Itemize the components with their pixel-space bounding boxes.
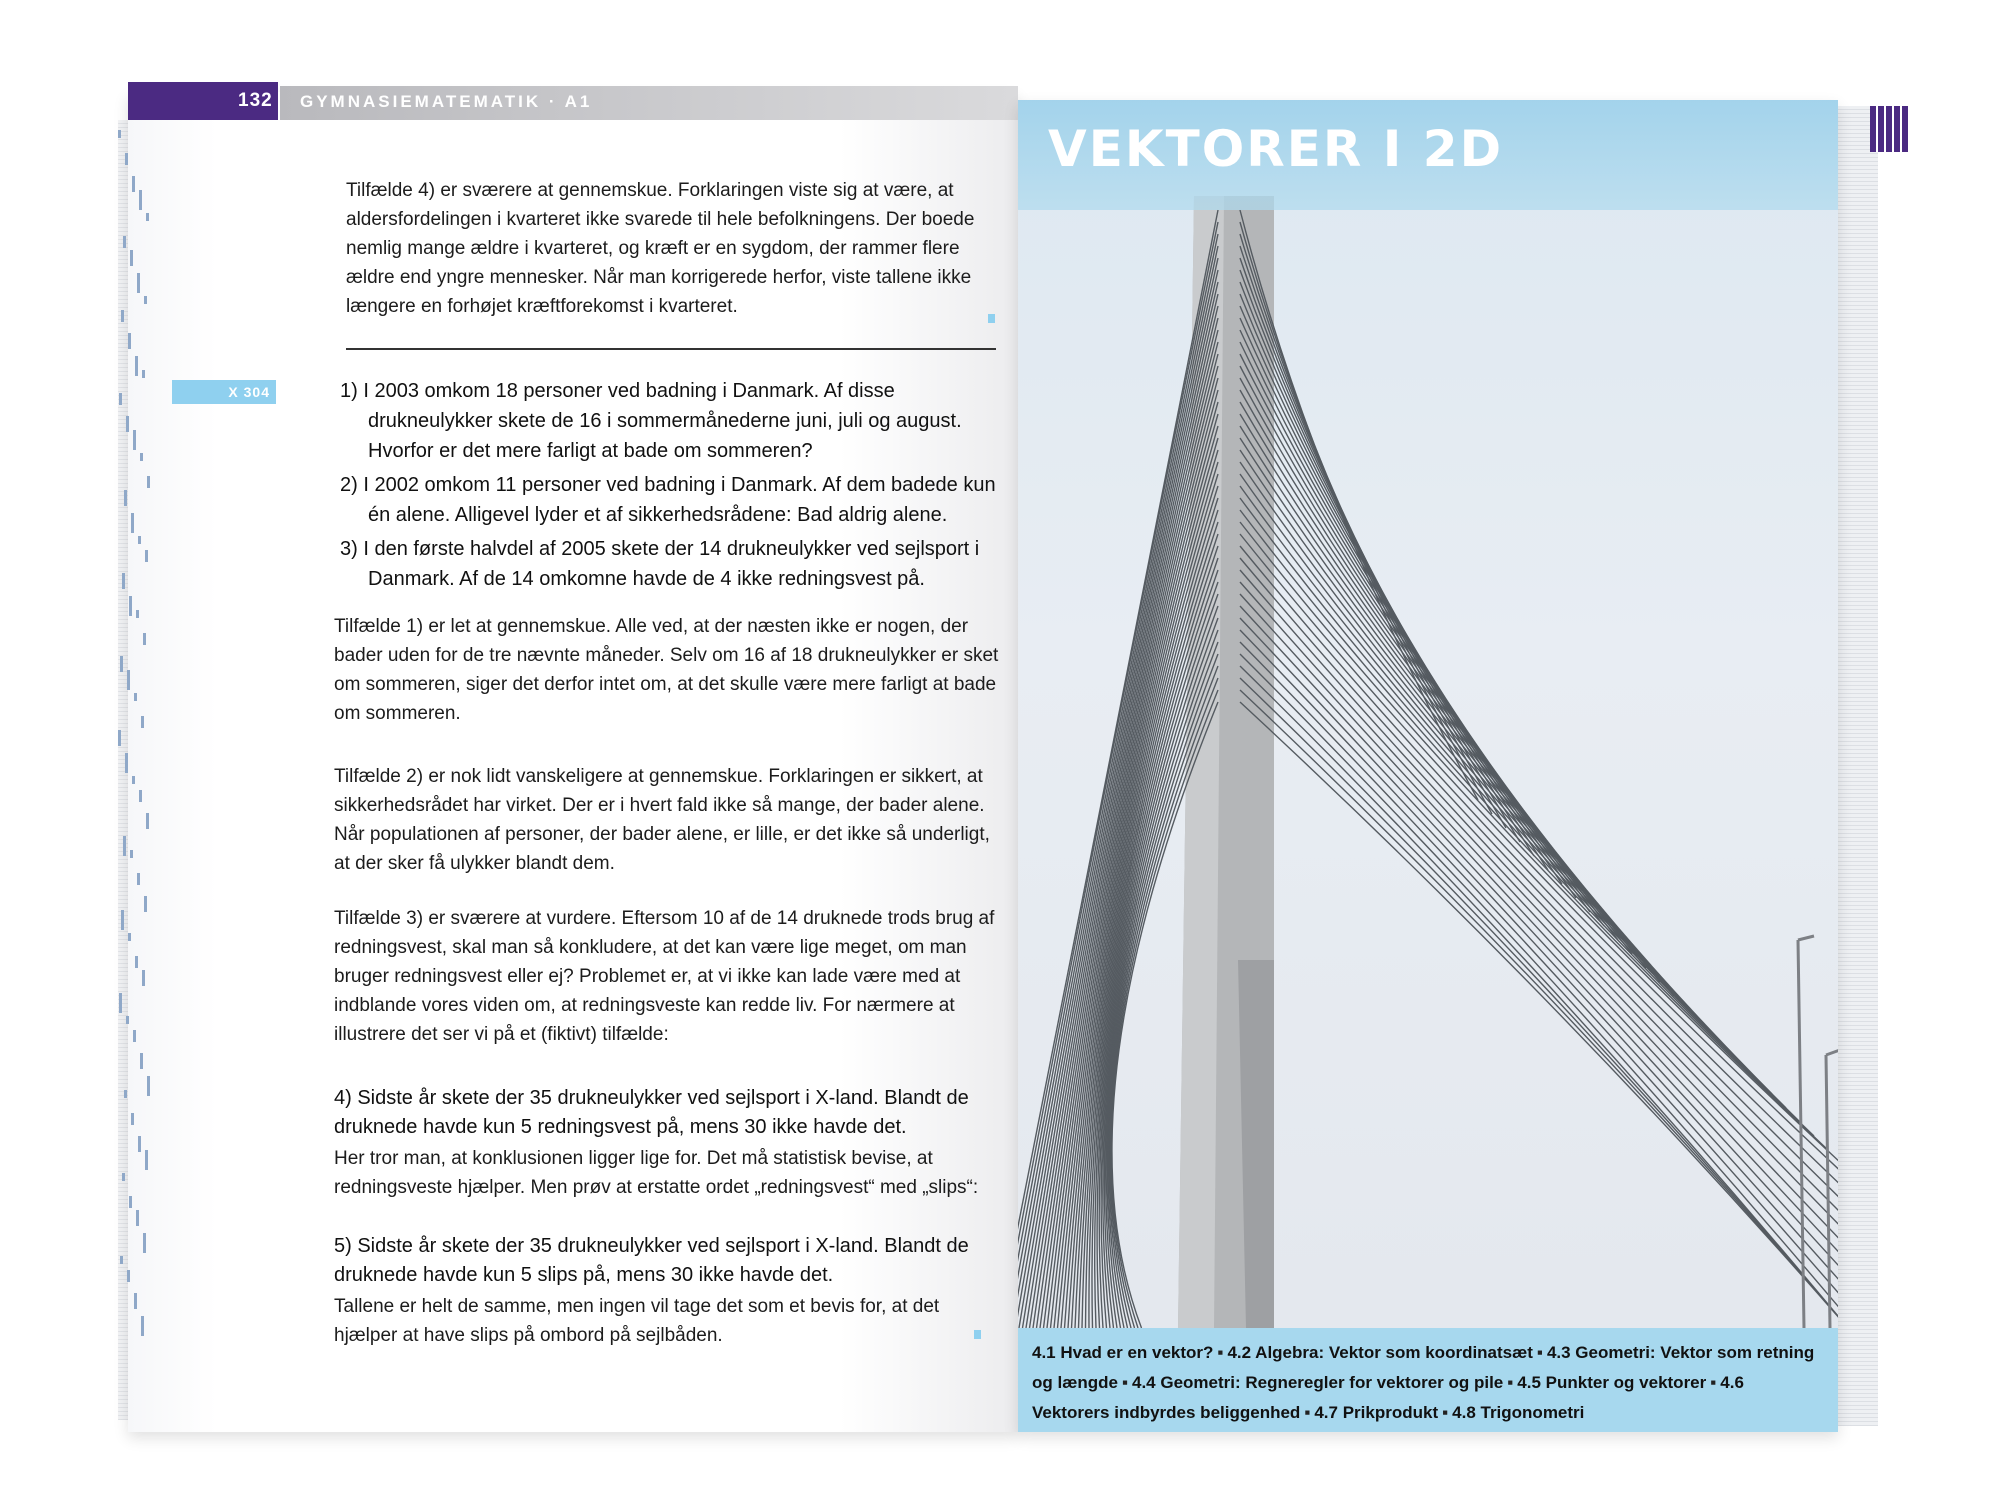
header-purple-block xyxy=(128,82,278,120)
exercise-item: 3) I den første halvdel af 2005 skete der 14 drukneulykker ved sejlsport i Danmark. Af de 14 omkomne havde de 4 ikke redningsvest på. xyxy=(340,538,980,590)
cable-stayed-bridge-illustration xyxy=(1018,100,1838,1328)
bridge-photo xyxy=(1018,100,1838,1328)
chapter-title-band xyxy=(1018,100,1838,210)
exercise-item: 2) I 2002 omkom 11 personer ved badning i Danmark. Af dem badede kun én alene. Alligevel lyder et af sikkerhedsrådene: Bad aldrig alene. xyxy=(340,474,996,526)
toc-separator: ▪ xyxy=(1442,1403,1449,1422)
case2-paragraph: Tilfælde 2) er nok lidt vanskeligere at gennemskue. Forklaringen er sikkert, at sikkerhedsrådet har virket. Der er i hvert fald ikke så mange, der bader alene. Når populationen af personer, der bader alene, er lille, er det ikke så underligt, at der sker få ulykker blandt dem. xyxy=(334,766,990,874)
chapter-title: VEKTORER I 2D xyxy=(1048,120,1504,178)
right-header-purple xyxy=(1870,106,1910,152)
left-page-header xyxy=(128,82,1018,120)
thumb-index-marks xyxy=(118,130,158,1380)
toc-item: 4.7 Prikprodukt xyxy=(1314,1403,1439,1422)
chapter-contents-box xyxy=(1018,1328,1838,1432)
toc-item: 4.5 Punkter og vektorer xyxy=(1517,1373,1707,1392)
case3-paragraph: Tilfælde 3) er sværere at vurdere. Eftersom 10 af de 14 druknede trods brug af redningsvest, skal man så konkludere, at det kan være lige meget, om man bruger redningsvest eller ej? Problemet er, at vi ikke kan lade være med at indblande vores viden om, at redningsveste kan redde liv. For nærmere at illustrere det ser vi på et (fiktivt) tilfælde: xyxy=(334,908,995,1045)
toc-separator: ▪ xyxy=(1710,1373,1717,1392)
running-title: GYMNASIEMATEMATIK · A1 xyxy=(300,92,593,111)
intro-paragraph: Tilfælde 4) er sværere at gennemskue. Forklaringen viste sig at være, at aldersfordelingen i kvarteret ikke svarede til hele befolkningens. Der boede nemlig mange ældre i kvarteret, og kræft er en sygdom, der rammer flere ældre end yngre mennesker. Når man korrigerede herfor, viste tallene ikke længere en forhøjet kræftforekomst i kvarteret. xyxy=(346,180,975,317)
page-edges-right xyxy=(1838,106,1878,1426)
end-marker xyxy=(974,1330,981,1339)
toc-separator: ▪ xyxy=(1121,1373,1128,1392)
toc-item: 4.8 Trigonometri xyxy=(1452,1403,1585,1422)
header-gray-band xyxy=(280,86,1018,120)
page-number: 132 xyxy=(238,90,273,111)
exercise-list xyxy=(340,376,1000,598)
toc-item: 4.6 Vektorers indbyrdes beliggenhed xyxy=(1032,1373,1744,1422)
exercise-item: 1) I 2003 omkom 18 personer ved badning i Danmark. Af disse drukneulykker skete de 16 i sommermånederne juni, juli og august. Hvorfor er det mere farligt at bade om sommeren? xyxy=(340,380,962,462)
end-marker xyxy=(988,314,995,323)
case1-paragraph: Tilfælde 1) er let at gennemskue. Alle ved, at der næsten ikke er nogen, der bader uden for de tre nævnte måneder. Selv om 16 af 18 drukneulykker er sket om sommeren, siger det derfor intet om, at det skulle være mere farligt at bade om sommeren. xyxy=(334,616,999,724)
toc-item: 4.4 Geometri: Regneregler for vektorer og pile xyxy=(1131,1373,1504,1392)
exercise-tag: X 304 xyxy=(172,380,276,404)
section-rule xyxy=(346,348,996,350)
case5-paragraph: Tallene er helt de samme, men ingen vil tage det som et bevis for, at det hjælper at have slips på ombord på sejlbåden. xyxy=(334,1296,940,1346)
toc-separator: ▪ xyxy=(1304,1403,1311,1422)
toc-item: 4.3 Geometri: Vektor som retning og længde xyxy=(1032,1343,1815,1392)
case5-statement: 5) Sidste år skete der 35 drukneulykker ved sejlsport i X-land. Blandt de druknede havde kun 5 slips på, mens 30 ikke havde det. xyxy=(334,1235,969,1286)
toc-separator: ▪ xyxy=(1507,1373,1514,1392)
case4-statement: 4) Sidste år skete der 35 drukneulykker ved sejlsport i X-land. Blandt de druknede havde kun 5 redningsvest på, mens 30 ikke havde det. xyxy=(334,1087,969,1138)
toc-separator: ▪ xyxy=(1217,1343,1224,1362)
case4-paragraph: Her tror man, at konklusionen ligger lige for. Det må statistisk bevise, at redningsveste hjælper. Men prøv at erstatte ordet „redningsvest“ med „slips“: xyxy=(334,1148,979,1198)
toc-separator: ▪ xyxy=(1536,1343,1543,1362)
toc-item: 4.1 Hvad er en vektor? xyxy=(1032,1343,1214,1362)
toc-item: 4.2 Algebra: Vektor som koordinatsæt xyxy=(1227,1343,1533,1362)
chapter-contents xyxy=(1032,1338,1822,1428)
